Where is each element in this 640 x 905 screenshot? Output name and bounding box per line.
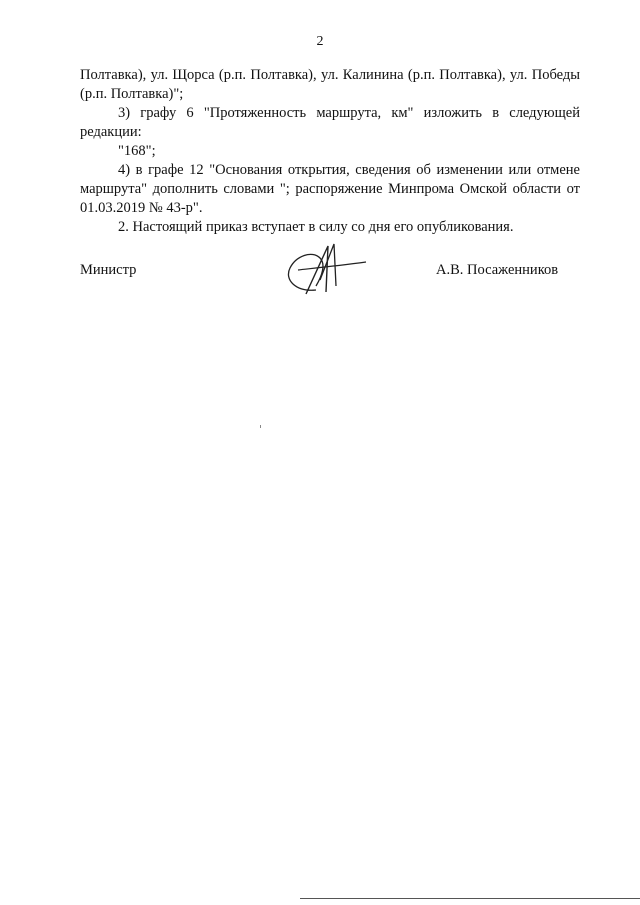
paragraph-value-168: "168"; — [118, 143, 156, 159]
paragraph-clause-2: 2. Настоящий приказ вступает в силу со дня его опубликования. — [118, 219, 514, 235]
scan-artifact — [260, 425, 261, 428]
signatory-title: Министр — [80, 262, 137, 278]
signatory-name: А.В. Посаженников — [436, 262, 559, 278]
handwritten-signature — [276, 240, 368, 302]
page-edge-line — [300, 898, 640, 899]
paragraph-item-4: 4) в графе 12 "Основания открытия, сведения об изменении или отмене маршрута" дополнить словами "; распоряжение Минпрома Омской области от 01.03.2019 № 43-р". — [80, 162, 580, 216]
paragraph-item-3: 3) графу 6 "Протяженность маршрута, км" изложить в следующей редакции: — [80, 105, 580, 140]
document-body — [80, 66, 580, 237]
page-number: 2 — [316, 34, 324, 49]
signature-block — [80, 262, 580, 302]
paragraph-continuation: Полтавка), ул. Щорса (р.п. Полтавка), ул. Калинина (р.п. Полтавка), ул. Победы (р.п. Полтавка)"; — [80, 67, 580, 102]
